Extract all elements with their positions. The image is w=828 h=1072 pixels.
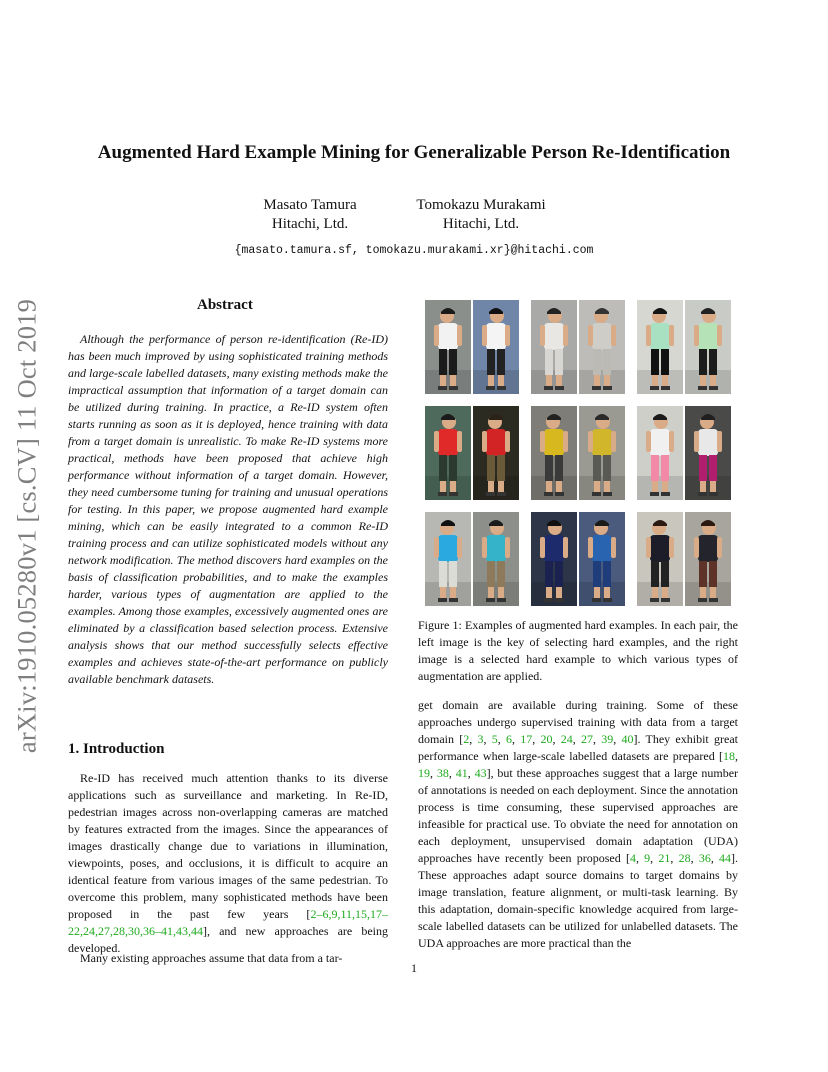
citation-link[interactable]: 28 <box>678 851 691 865</box>
arxiv-stamp-text: arXiv:1910.05280v1 [cs.CV] 11 Oct 2019 <box>11 298 42 754</box>
right-column-text-segment: , <box>635 851 645 865</box>
right-column-text-segment: , <box>448 766 456 780</box>
pedestrian-image <box>637 512 683 606</box>
right-column-text-segment: , <box>512 732 521 746</box>
author-2-affiliation: Hitachi, Ltd. <box>442 216 520 232</box>
right-column-text-segment: , <box>497 732 506 746</box>
citation-link[interactable]: 5 <box>491 732 498 746</box>
figure-1-caption: Figure 1: Examples of augmented hard examples. In each pair, the left image is the key of selecting hard examples, and the right image is a selected hard example to which various types of augmentation are applied. <box>418 618 738 683</box>
right-column-text-segment: ]. These approaches adapt source domains to target domains by image translation, feature alignment, or multi-task learning. By this adaptation, domain-specific knowledge acquired from large-scale labelled datasets can be utilized for unlabelled datasets. The UDA approaches are more practical than the <box>418 851 739 950</box>
author-email: {masato.tamura.sf, tomokazu.murakami.xr}@hitachi.com <box>234 244 594 257</box>
figure-1-image-grid <box>425 300 731 606</box>
abstract-text: Although the performance of person re-identification (Re-ID) has been much improved by using sophisticated training methods and large-scale labelled datasets, many existing methods make the impractical assumption that information of a target domain can be utilized during training. In practice, a Re-ID system often starts running as soon as it is deployed, hence training with data from a target domain is unrealistic. To make Re-ID systems more practical, methods have been proposed that achieve high performance without information of a target domain. However, they need cumbersome tuning for training and unusual operations for testing. In this paper, we propose augmented hard example mining, which can be easily integrated to a common Re-ID training process and can utilize sophisticated models without any network modification. The method discovers hard examples on the basis of classification probabilities, and to make the examples harder, various types of augmentation are applied to the examples. Among those examples, excessively augmented ones are eliminated by a classification based selection process. Extensive analysis shows that our method successfully selects effective examples and achieves state-of-the-art performance on publicly available benchmark datasets. <box>68 332 388 686</box>
right-column-text-segment: , <box>593 732 602 746</box>
figure-pair-4-left <box>425 406 471 500</box>
author-1-name: Masato Tamura <box>263 197 357 213</box>
right-column-text-segment: , <box>483 732 492 746</box>
figure-pair-9-left <box>637 512 683 606</box>
pedestrian-image <box>637 300 683 394</box>
pedestrian-image <box>425 512 471 606</box>
figure-pair-2-left <box>531 300 577 394</box>
citation-link[interactable]: 44 <box>719 851 732 865</box>
paper-title: Augmented Hard Example Mining for Generalizable Person Re-Identification <box>97 142 731 163</box>
figure-pair-1-left <box>425 300 471 394</box>
citation-link[interactable]: 21 <box>658 851 671 865</box>
right-column-text-segment: , <box>670 851 679 865</box>
right-column-text-segment: ]. They exhibit great performance when large-scale labelled datasets are prepared [ <box>418 732 738 763</box>
citation-link[interactable]: 2 <box>463 732 470 746</box>
right-column-text-segment: , <box>552 732 561 746</box>
citation-link[interactable]: 40 <box>621 732 634 746</box>
citation-link[interactable]: 6 <box>506 732 512 746</box>
pedestrian-image <box>425 300 471 394</box>
pedestrian-image <box>425 406 471 500</box>
right-column-text-segment: , <box>690 851 699 865</box>
citation-link[interactable]: 41 <box>455 766 468 780</box>
figure-pair-3-left <box>637 300 683 394</box>
figure-pair-7-left <box>425 512 471 606</box>
right-column-text-segment: , <box>735 749 738 763</box>
pedestrian-image <box>531 406 577 500</box>
section-heading-introduction: 1. Introduction <box>68 741 165 757</box>
citation-link[interactable]: 17 <box>520 732 533 746</box>
right-column-text <box>418 697 738 952</box>
citation-link[interactable]: 36 <box>698 851 711 865</box>
arxiv-stamp <box>8 292 46 760</box>
pedestrian-image <box>531 300 577 394</box>
figure-pair-7-right <box>473 512 519 606</box>
right-column-text-segment: , <box>572 732 581 746</box>
pedestrian-image <box>473 512 519 606</box>
pedestrian-image <box>473 406 519 500</box>
citation-link[interactable]: 3 <box>477 732 484 746</box>
figure-pair-5-right <box>579 406 625 500</box>
page-number: 1 <box>411 961 417 975</box>
figure-pair-3-right <box>685 300 731 394</box>
figure-pair-5-left <box>531 406 577 500</box>
pedestrian-image <box>637 406 683 500</box>
figure-pair-1-right <box>473 300 519 394</box>
citation-link[interactable]: 39 <box>601 732 614 746</box>
pedestrian-image <box>685 512 731 606</box>
pedestrian-image <box>579 300 625 394</box>
right-column-text-segment: , <box>430 766 437 780</box>
pedestrian-image <box>685 300 731 394</box>
figure-pair-6-right <box>685 406 731 500</box>
right-column-text-segment: get domain are available during training. Some of these approaches undergo supervised training with data from a target domain [ <box>418 698 738 746</box>
citation-link[interactable]: 38 <box>436 766 449 780</box>
citation-link[interactable]: 9 <box>644 851 651 865</box>
figure-pair-8-right <box>579 512 625 606</box>
figure-pair-8-left <box>531 512 577 606</box>
intro-p1-text: Re-ID has received much attention thanks to its diverse applications such as surveillance and marketing. In Re-ID, pedestrian images across non-overlapping cameras are matched by features extracted from the images. Since the appearances of images drastically change due to variations in illumination, viewpoints, poses, and occlusions, it is difficult to acquire an identical feature from various images of the same pedestrian. To overcome this problem, many sophisticated methods have been proposed in the past few years [ <box>68 771 388 921</box>
citation-link[interactable]: 4 <box>629 851 636 865</box>
intro-p1-tail: ], and new approaches are being developed. <box>68 924 388 955</box>
figure-pair-6-left <box>637 406 683 500</box>
pedestrian-image <box>579 512 625 606</box>
citation-link[interactable]: 24 <box>560 732 573 746</box>
intro-paragraph-2: Many existing approaches assume that data from a tar- <box>80 951 343 965</box>
citation-link[interactable]: 20 <box>540 732 553 746</box>
pedestrian-image <box>473 300 519 394</box>
right-column-text-segment: , <box>532 732 541 746</box>
right-column-text-segment: , <box>613 732 622 746</box>
figure-pair-2-right <box>579 300 625 394</box>
pedestrian-image <box>579 406 625 500</box>
pedestrian-image <box>685 406 731 500</box>
abstract-heading: Abstract <box>197 297 253 313</box>
citation-link[interactable]: 19 <box>418 766 430 780</box>
citation-link[interactable]: 27 <box>581 732 593 746</box>
author-2 <box>371 196 591 234</box>
right-column-text-segment: , <box>467 766 475 780</box>
intro-p1-citations[interactable]: 2–6,9,11,15,17–22,24,27,28,30,36–41,43,44 <box>68 907 388 938</box>
right-column-text-segment: , <box>650 851 659 865</box>
intro-paragraph-1 <box>68 770 388 957</box>
figure-pair-4-right <box>473 406 519 500</box>
right-column-text-segment: ], but these approaches suggest that a large number of annotations is needed on each deployment. Since the annotation process is time consuming, these supervised approaches are infeasible for practical use. To obviate the need for annotation on each deployment, unsupervised domain adaptation (UDA) approaches have recently been proposed [ <box>418 766 739 865</box>
citation-link[interactable]: 18 <box>723 749 735 763</box>
pedestrian-image <box>531 512 577 606</box>
figure-pair-9-right <box>685 512 731 606</box>
right-column-text-segment: , <box>469 732 478 746</box>
citation-link[interactable]: 43 <box>474 766 487 780</box>
author-2-name: Tomokazu Murakami <box>416 197 546 213</box>
author-1-affiliation: Hitachi, Ltd. <box>271 216 349 232</box>
right-column-text-segment: , <box>710 851 720 865</box>
